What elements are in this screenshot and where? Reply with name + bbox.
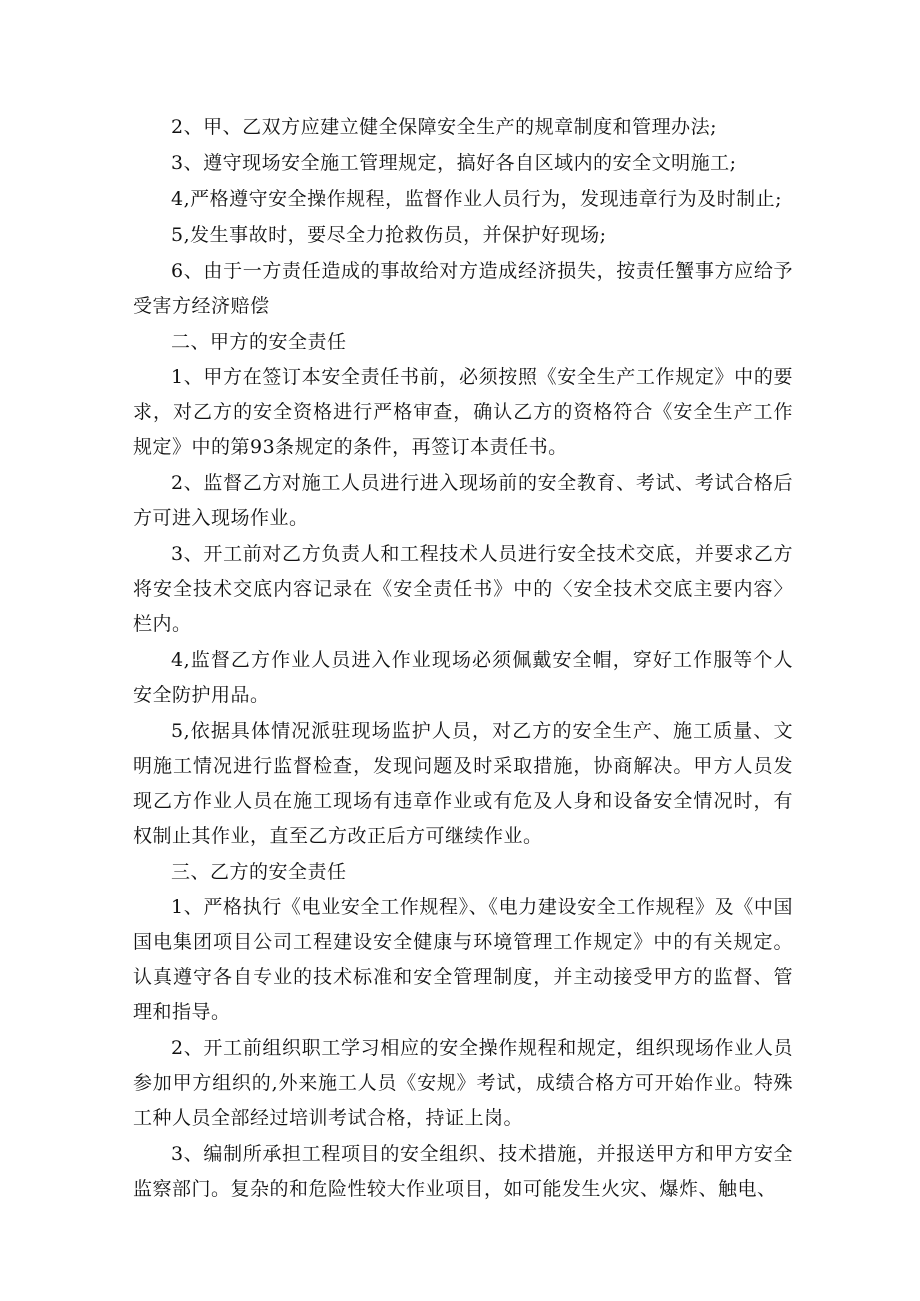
party-a-item-2: 2、监督乙方对施工人员进行进入现场前的安全教育、考试、考试合格后方可进入现场作业。 xyxy=(133,472,793,529)
party-a-item-1: 1、甲方在签订本安全责任书前，必须按照《安全生产工作规定》中的要求，对乙方的安全资格进行严格审查，确认乙方的资格符合《安全生产工作规定》中的第93条规定的条件，再签订本责任书。 xyxy=(133,366,793,458)
paragraph-5-accident: 5,发生事故时，要尽全力抢救伤员，并保护好现场; xyxy=(171,224,607,246)
party-b-item-2: 2、开工前组织职工学习相应的安全操作规程和规定，组织现场作业人员参加甲方组织的,外来施工人员《安规》考试，成绩合格方可开始作业。特殊工种人员全部经过培训考试合格，持证上岗。 xyxy=(133,1037,793,1129)
section-heading-party-b: 三、乙方的安全责任 xyxy=(171,861,347,883)
paragraph-2-rules: 2、甲、乙双方应建立健全保障安全生产的规章制度和管理办法; xyxy=(171,116,717,138)
section-heading-party-a: 二、甲方的安全责任 xyxy=(171,331,347,353)
paragraph-4-operation-rules: 4,严格遵守安全操作规程，监督作业人员行为，发现违章行为及时制止; xyxy=(171,188,783,210)
paragraph-3-site-rules: 3、遵守现场安全施工管理规定，搞好各自区域内的安全文明施工; xyxy=(171,152,737,174)
party-b-item-1: 1、严格执行《电业安全工作规程》、《电力建设安全工作规程》及《中国国电集团项目公司工程建设安全健康与环境管理工作规定》中的有关规定。认真遵守各自专业的技术标准和安全管理制度，并主动接受甲方的监督、管理和指导。 xyxy=(133,896,793,1023)
document-body xyxy=(133,110,793,1208)
paragraph-6-compensation: 6、由于一方责任造成的事故给对方造成经济损失，按责任蟹事方应给予受害方经济赔偿 xyxy=(133,260,793,317)
party-b-item-3: 3、编制所承担工程项目的安全组织、技术措施，并报送甲方和甲方安全监察部门。复杂的和危险性较大作业项目，如可能发生火灾、爆炸、触电、 xyxy=(133,1143,793,1200)
party-a-item-5: 5,依据具体情况派驻现场监护人员，对乙方的安全生产、施工质量、文明施工情况进行监督检查，发现问题及时采取措施，协商解决。甲方人员发现乙方作业人员在施工现场有违章作业或有危及人身和设备安全情况时，有权制止其作业，直至乙方改正后方可继续作业。 xyxy=(133,720,793,847)
party-a-item-3: 3、开工前对乙方负责人和工程技术人员进行安全技术交底，并要求乙方将安全技术交底内容记录在《安全责任书》中的〈安全技术交底主要内容〉栏内。 xyxy=(133,543,793,635)
party-a-item-4: 4,监督乙方作业人员进入作业现场必须佩戴安全帽，穿好工作服等个人安全防护用品。 xyxy=(133,649,793,706)
